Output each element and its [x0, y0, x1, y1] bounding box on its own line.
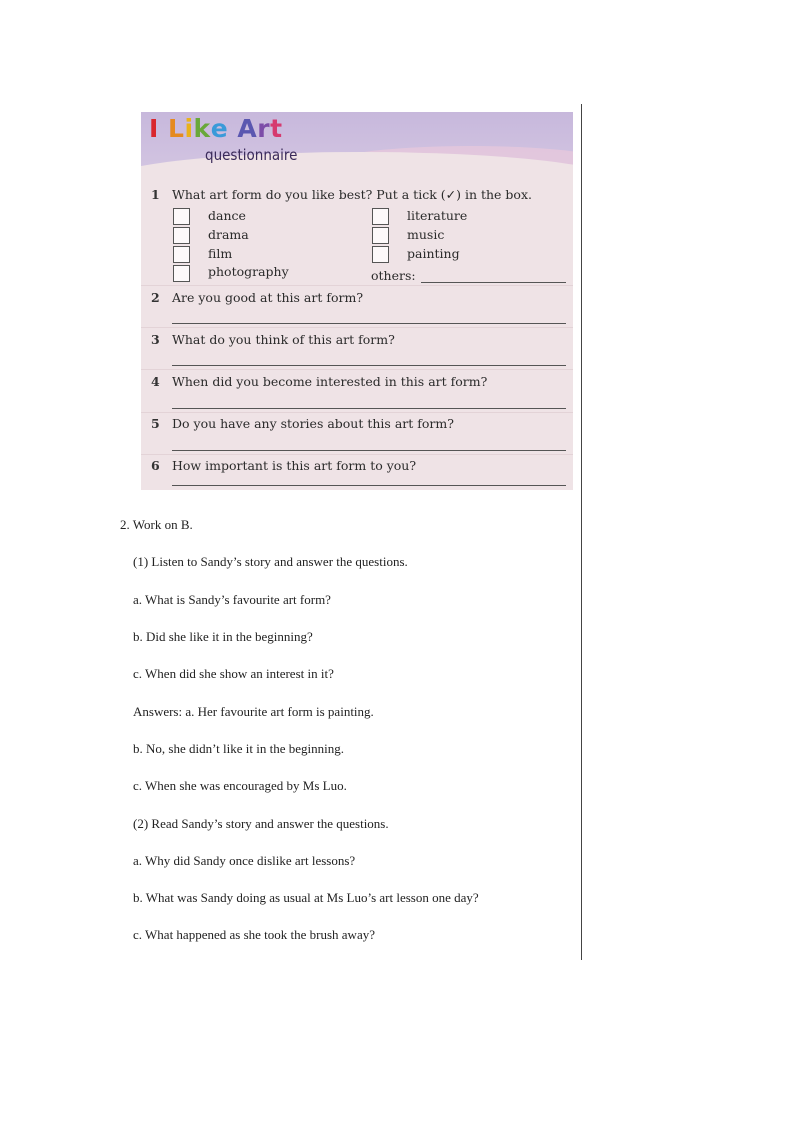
checkbox-photography[interactable] — [173, 265, 190, 282]
q4-answer-line[interactable] — [172, 408, 566, 409]
title-letter: L — [168, 114, 185, 143]
divider — [141, 412, 573, 413]
questionnaire-subtitle: questionnaire — [205, 146, 298, 164]
q1-text: What art form do you like best? Put a tick (✓) in the box. — [172, 187, 532, 202]
title-letter: e — [210, 114, 229, 143]
q2-answer-line[interactable] — [172, 323, 566, 324]
divider — [141, 285, 573, 286]
part1-answer-b: b. No, she didn’t like it in the beginning. — [133, 741, 344, 756]
divider — [141, 327, 573, 328]
part1-answer-c: c. When she was encouraged by Ms Luo. — [133, 778, 347, 793]
option-label: film — [208, 246, 233, 261]
title-letter — [228, 114, 237, 143]
questionnaire-title — [149, 114, 283, 143]
part2-question-a: a. Why did Sandy once dislike art lessons? — [133, 853, 356, 868]
part2-instruction: (2) Read Sandy’s story and answer the questions. — [133, 816, 389, 831]
q3-number: 3 — [151, 332, 160, 347]
q1-number: 1 — [151, 187, 160, 202]
q2-number: 2 — [151, 290, 160, 305]
title-letter: r — [257, 114, 271, 143]
others-answer-line[interactable] — [421, 282, 566, 283]
questionnaire-image — [141, 112, 573, 490]
checkbox-drama[interactable] — [173, 227, 190, 244]
part2-question-c: c. What happened as she took the brush away? — [133, 927, 375, 942]
q6-text: How important is this art form to you? — [172, 458, 417, 473]
part1-answer-a: Answers: a. Her favourite art form is painting. — [133, 704, 374, 719]
others-label: others: — [371, 268, 416, 283]
title-letter — [159, 114, 168, 143]
checkbox-film[interactable] — [173, 246, 190, 263]
q6-number: 6 — [151, 458, 160, 473]
q4-text: When did you become interested in this art form? — [172, 374, 488, 389]
title-letter: A — [237, 114, 258, 143]
part2-question-b: b. What was Sandy doing as usual at Ms Luo’s art lesson one day? — [133, 890, 479, 905]
option-label: drama — [208, 227, 249, 242]
title-letter: I — [149, 114, 159, 143]
section-heading: 2. Work on B. — [120, 517, 193, 532]
option-label: dance — [208, 208, 246, 223]
title-letter: i — [184, 114, 194, 143]
checkbox-dance[interactable] — [173, 208, 190, 225]
checkbox-literature[interactable] — [372, 208, 389, 225]
checkbox-painting[interactable] — [372, 246, 389, 263]
q6-answer-line[interactable] — [172, 485, 566, 486]
title-letter: t — [270, 114, 283, 143]
divider — [141, 369, 573, 370]
part1-instruction: (1) Listen to Sandy’s story and answer the questions. — [133, 554, 408, 569]
q2-text: Are you good at this art form? — [172, 290, 364, 305]
option-label: photography — [208, 264, 289, 279]
q5-text: Do you have any stories about this art form? — [172, 416, 454, 431]
title-letter: k — [193, 114, 211, 143]
margin-rule — [581, 104, 582, 960]
option-label: literature — [407, 208, 468, 223]
q4-number: 4 — [151, 374, 160, 389]
part1-question-a: a. What is Sandy’s favourite art form? — [133, 592, 331, 607]
part1-question-c: c. When did she show an interest in it? — [133, 666, 334, 681]
divider — [141, 454, 573, 455]
part1-question-b: b. Did she like it in the beginning? — [133, 629, 313, 644]
option-label: painting — [407, 246, 460, 261]
q5-number: 5 — [151, 416, 160, 431]
checkbox-music[interactable] — [372, 227, 389, 244]
q3-text: What do you think of this art form? — [172, 332, 395, 347]
q3-answer-line[interactable] — [172, 365, 566, 366]
option-label: music — [407, 227, 445, 242]
q5-answer-line[interactable] — [172, 450, 566, 451]
